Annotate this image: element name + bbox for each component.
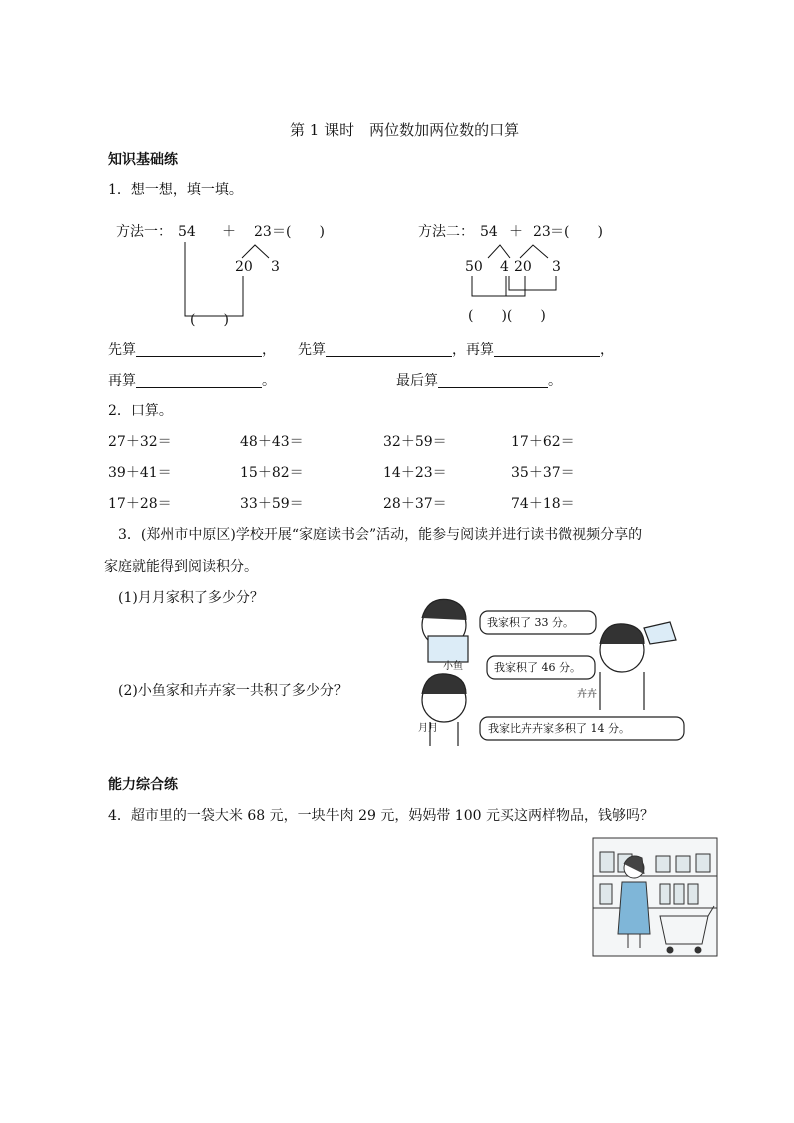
method2-partial-blanks[interactable]: ( )( )	[468, 308, 546, 324]
method1-partial-blank[interactable]: ( )	[190, 312, 229, 328]
method2-label: 方法二：	[418, 224, 474, 240]
math-item: 15＋82＝	[240, 465, 304, 481]
step-first-label-2: 先算	[298, 342, 326, 358]
method2-addend-b: 23	[533, 224, 551, 240]
math-item: 27＋32＝	[108, 434, 172, 450]
math-item: 35＋37＝	[511, 465, 575, 481]
math-item: 39＋41＝	[108, 465, 172, 481]
question-1-stem: 1．想一想，填一填。	[108, 182, 243, 198]
speech-bubble-xiaoyu: 我家积了 33 分。	[487, 616, 574, 629]
method2-split-4: 4	[500, 259, 509, 275]
method2-split-3: 3	[552, 259, 561, 275]
period: 。	[262, 373, 276, 389]
question-3-line1: 3．(郑州市中原区)学校开展“家庭读书会”活动，能参与阅读并进行读书微视频分享的	[118, 527, 643, 543]
step-then-label-2: 再算	[108, 373, 136, 389]
math-item: 14＋23＝	[383, 465, 447, 481]
page-title: 第 1 课时 两位数加两位数的口算	[290, 121, 520, 139]
step-last-label: 最后算	[396, 373, 438, 389]
name-label-xiaoyu: 小鱼	[443, 661, 463, 672]
comma: ，	[262, 342, 276, 358]
math-item: 48＋43＝	[240, 434, 304, 450]
method2-addend-a: 54	[480, 224, 498, 240]
step-first-label-1: 先算	[108, 342, 136, 358]
method1-label: 方法一：	[116, 224, 172, 240]
math-item: 28＋37＝	[383, 496, 447, 512]
question-2-stem: 2．口算。	[108, 403, 173, 419]
speech-bubble-yueyue: 我家比卉卉家多积了 14 分。	[488, 722, 630, 735]
math-item: 17＋28＝	[108, 496, 172, 512]
period: 。	[548, 373, 562, 389]
step-then-label-1: 再算	[466, 342, 494, 358]
comma: ，	[600, 342, 614, 358]
method1-addend-b: 23	[254, 224, 272, 240]
method2-split-20: 20	[514, 259, 532, 275]
section-heading-ability: 能力综合练	[108, 777, 178, 793]
math-item: 17＋62＝	[511, 434, 575, 450]
math-item: 32＋59＝	[383, 434, 447, 450]
name-label-yueyue: 月月	[418, 723, 438, 734]
method2-plus: ＋	[509, 224, 523, 240]
method2-result-blank[interactable]: ＝( )	[550, 224, 603, 240]
comma: ，	[452, 342, 466, 358]
name-label-huihui: 卉卉	[577, 689, 597, 700]
question-3-sub1: (1)月月家积了多少分？	[118, 590, 264, 606]
method1-result-blank[interactable]: ＝( )	[272, 224, 325, 240]
math-item: 74＋18＝	[511, 496, 575, 512]
method1-addend-a: 54	[178, 224, 196, 240]
method1-plus: ＋	[222, 224, 236, 240]
speech-bubble-huihui: 我家积了 46 分。	[494, 661, 581, 674]
method1-split-3: 3	[271, 259, 280, 275]
math-item: 33＋59＝	[240, 496, 304, 512]
question-3-sub2: (2)小鱼家和卉卉家一共积了多少分？	[118, 683, 348, 699]
section-heading-basic: 知识基础练	[108, 152, 178, 168]
method1-split-20: 20	[235, 259, 253, 275]
method2-split-50: 50	[465, 259, 483, 275]
question-3-line2: 家庭就能得到阅读积分。	[104, 559, 258, 575]
question-4-stem: 4．超市里的一袋大米 68 元，一块牛肉 29 元，妈妈带 100 元买这两样物品，钱够吗？	[108, 808, 654, 824]
